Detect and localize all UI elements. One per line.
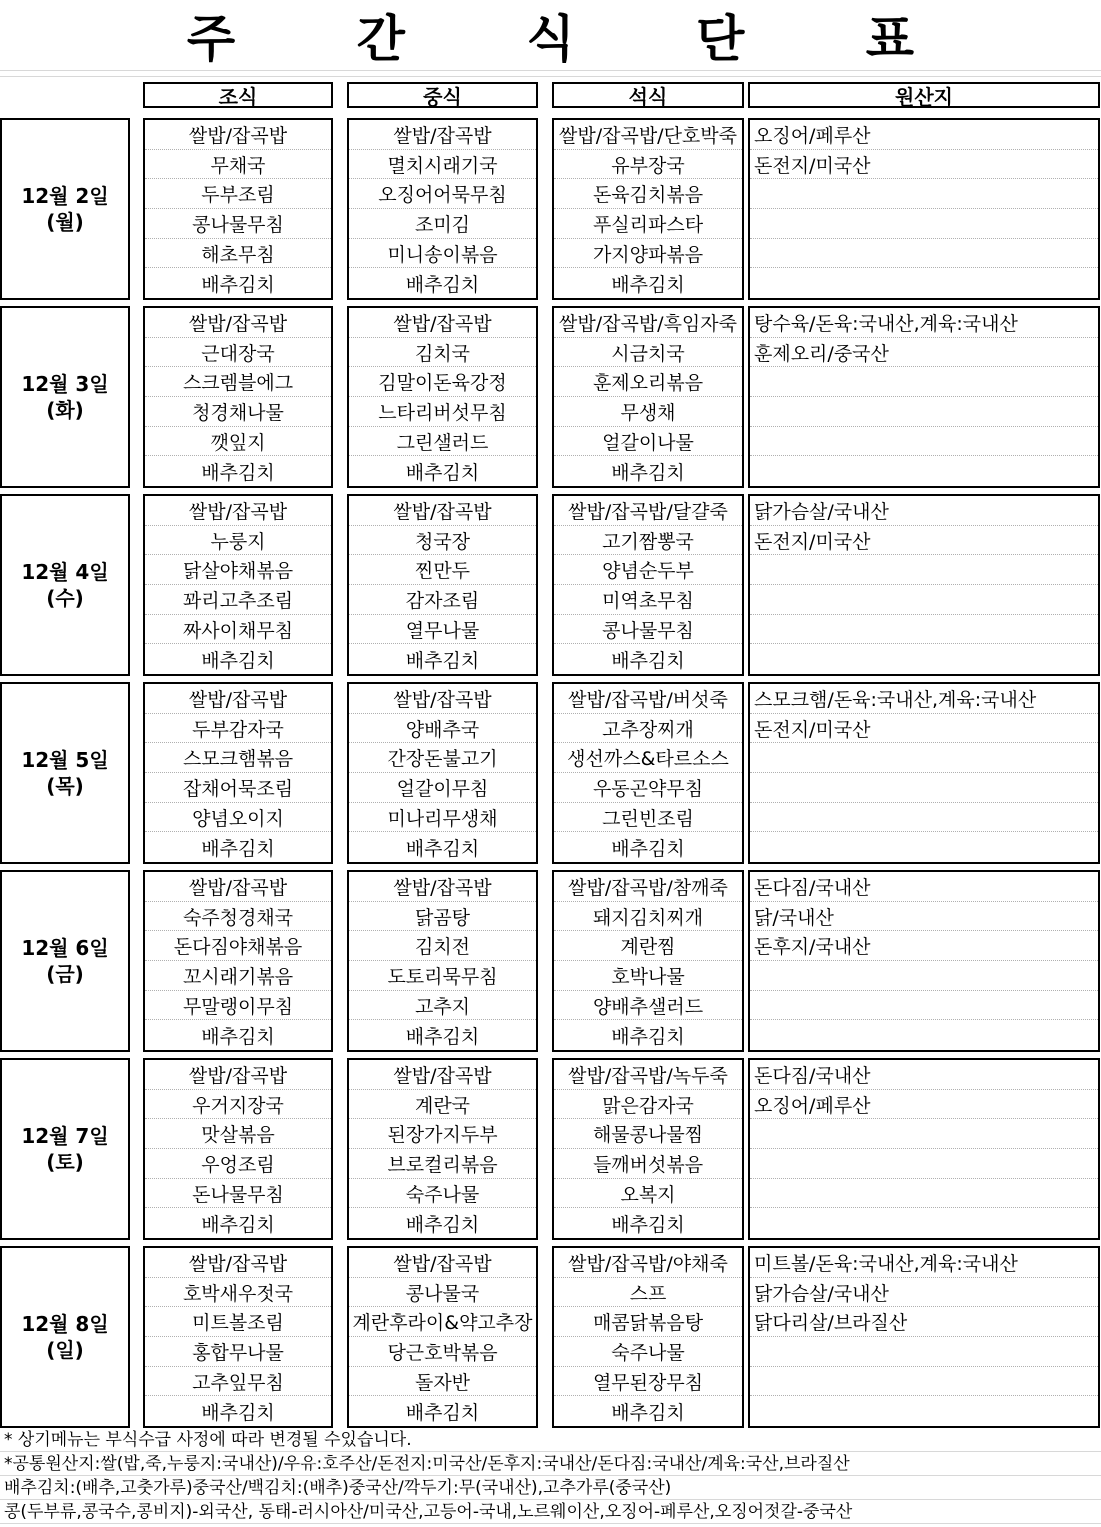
menu-item: 배추김치 [611, 1213, 685, 1236]
menu-item: 배추김치 [201, 1401, 275, 1424]
origin-item [750, 585, 1098, 615]
menu-item: 브로컬리볶음 [349, 1149, 536, 1179]
menu-item: 당근호박볶음 [349, 1337, 536, 1367]
menu-item: 그린빈조림 [554, 803, 742, 833]
menu-item: 해물콩나물찜 [554, 1119, 742, 1149]
menu-item: 쌀밥/잡곡밥 [145, 496, 331, 526]
origin-item [750, 991, 1098, 1021]
menu-item: 양배추국 [349, 714, 536, 744]
menu-item: 유부장국 [554, 150, 742, 180]
breakfast-column [143, 1246, 333, 1428]
menu-item: 느타리버섯무침 [349, 397, 536, 427]
menu-item: 배추김치 [201, 461, 275, 484]
menu-item: 호박새우젓국 [145, 1278, 331, 1308]
menu-item: 잡채어묵조림 [145, 773, 331, 803]
origin-item [750, 209, 1098, 239]
origin-item: 돈다짐/국내산 [750, 1060, 1098, 1090]
breakfast-column [143, 682, 333, 864]
menu-item: 된장가지두부 [349, 1119, 536, 1149]
menu-item: 배추김치 [611, 1401, 685, 1424]
origin-column [748, 118, 1100, 300]
origin-item [750, 1020, 1098, 1050]
menu-item: 쌀밥/잡곡밥 [349, 872, 536, 902]
menu-item: 꽈리고추조림 [145, 585, 331, 615]
menu-item: 무채국 [145, 150, 331, 180]
menu-item: 돼지김치찌개 [554, 902, 742, 932]
origin-item [750, 961, 1098, 991]
note-line: 콩(두부류,콩국수,콩비지)-외국산, 동태-러시아산/미국산,고등어-국내,노르웨이산,오징어-페루산,오징어젓갈-중국산 [0, 1500, 1101, 1524]
menu-item: 찐만두 [349, 555, 536, 585]
menu-item: 배추김치 [611, 1025, 685, 1048]
lunch-column [347, 306, 538, 488]
date-cell [0, 1058, 130, 1240]
origin-column [748, 1058, 1100, 1240]
menu-item: 쌀밥/잡곡밥/녹두죽 [554, 1060, 742, 1090]
origin-item: 돈전지/미국산 [750, 150, 1098, 180]
menu-item: 쌀밥/잡곡밥/단호박죽 [554, 120, 742, 150]
menu-item: 고추장찌개 [554, 714, 742, 744]
weekday-label: (수) [46, 586, 84, 610]
origin-item [750, 1337, 1098, 1367]
menu-item: 청국장 [349, 526, 536, 556]
lunch-column [347, 1058, 538, 1240]
date-label: 12월 6일 [21, 936, 109, 960]
menu-item: 조미김 [349, 209, 536, 239]
menu-item: 쌀밥/잡곡밥 [145, 1060, 331, 1090]
menu-item: 도토리묵무침 [349, 961, 536, 991]
menu-item: 쌀밥/잡곡밥 [145, 684, 331, 714]
lunch-column [347, 1246, 538, 1428]
menu-item: 감자조림 [349, 585, 536, 615]
menu-item: 양념순두부 [554, 555, 742, 585]
menu-item: 스프 [554, 1278, 742, 1308]
menu-item: 배추김치 [405, 1401, 480, 1424]
origin-item [750, 644, 1098, 674]
note-line: * 상기메뉴는 부식수급 사정에 따라 변경될 수있습니다. [0, 1428, 1101, 1452]
lunch-column [347, 870, 538, 1052]
origin-item: 닭다리살/브라질산 [750, 1307, 1098, 1337]
menu-item: 그린샐러드 [349, 427, 536, 457]
menu-item: 콩나물국 [349, 1278, 536, 1308]
origin-item [750, 1208, 1098, 1238]
menu-item: 해초무침 [145, 239, 331, 269]
menu-item: 쌀밥/잡곡밥 [349, 120, 536, 150]
menu-item: 청경채나물 [145, 397, 331, 427]
menu-item: 무말랭이무침 [145, 991, 331, 1021]
origin-column [748, 870, 1100, 1052]
menu-item: 미역초무침 [554, 585, 742, 615]
menu-item: 배추김치 [405, 461, 480, 484]
menu-item: 콩나물무침 [554, 615, 742, 645]
origin-item [750, 615, 1098, 645]
origin-item: 돈전지/미국산 [750, 526, 1098, 556]
lunch-column [347, 682, 538, 864]
lunch-column [347, 118, 538, 300]
menu-item: 스크렘블에그 [145, 367, 331, 397]
note-line: *공통원산지:쌀(밥,죽,누룽지:국내산)/우유:호주산/돈전지:미국산/돈후지:국내산/돈다짐:국내산/계육:국산,브라질산 [0, 1452, 1101, 1476]
day-block [0, 1246, 1101, 1428]
menu-item: 쌀밥/잡곡밥/버섯죽 [554, 684, 742, 714]
menu-item: 푸실리파스타 [554, 209, 742, 239]
menu-item: 배추김치 [405, 273, 480, 296]
menu-item: 닭곰탕 [349, 902, 536, 932]
menu-item: 멸치시래기국 [349, 150, 536, 180]
menu-item: 홍합무나물 [145, 1337, 331, 1367]
origin-item: 닭가슴살/국내산 [750, 1278, 1098, 1308]
origin-item: 탕수육/돈육:국내산,계육:국내산 [750, 308, 1098, 338]
menu-item: 두부감자국 [145, 714, 331, 744]
menu-item: 배추김치 [201, 837, 275, 860]
menu-item: 들깨버섯볶음 [554, 1149, 742, 1179]
menu-item: 얼갈이나물 [554, 427, 742, 457]
menu-item: 우엉조림 [145, 1149, 331, 1179]
origin-item [750, 803, 1098, 833]
menu-item: 쌀밥/잡곡밥 [145, 308, 331, 338]
weekday-label: (월) [46, 210, 84, 234]
dinner-column [552, 1058, 744, 1240]
date-label: 12월 8일 [21, 1312, 109, 1336]
menu-item: 쌀밥/잡곡밥/달걀죽 [554, 496, 742, 526]
origin-item [750, 427, 1098, 457]
menu-item: 얼갈이무침 [349, 773, 536, 803]
menu-item: 오복지 [554, 1179, 742, 1209]
menu-item: 숙주나물 [554, 1337, 742, 1367]
menu-item: 쌀밥/잡곡밥 [349, 308, 536, 338]
menu-item: 양배추샐러드 [554, 991, 742, 1021]
weekday-label: (목) [46, 774, 84, 798]
weekday-label: (토) [46, 1150, 84, 1174]
page-title: 주 간 식 단 표 [186, 10, 967, 68]
menu-item: 미트볼조림 [145, 1307, 331, 1337]
header-lunch: 중식 [347, 82, 538, 108]
dinner-column [552, 870, 744, 1052]
menu-item: 맛살볶음 [145, 1119, 331, 1149]
date-label: 12월 4일 [21, 560, 109, 584]
menu-item: 가지양파볶음 [554, 239, 742, 269]
grid-line [0, 76, 1101, 77]
menu-item: 계란후라이&약고추장 [349, 1307, 536, 1337]
menu-item: 김치전 [349, 931, 536, 961]
menu-item: 배추김치 [201, 649, 275, 672]
breakfast-column [143, 870, 333, 1052]
menu-item: 우거지장국 [145, 1090, 331, 1120]
date-label: 12월 5일 [21, 748, 109, 772]
header-breakfast: 조식 [143, 82, 333, 108]
date-label: 12월 3일 [21, 372, 109, 396]
breakfast-column [143, 494, 333, 676]
origin-column [748, 1246, 1100, 1428]
origin-item [750, 1119, 1098, 1149]
origin-item [750, 1149, 1098, 1179]
menu-item: 열무된장무침 [554, 1367, 742, 1397]
origin-item [750, 1179, 1098, 1209]
menu-item: 배추김치 [405, 649, 480, 672]
menu-item: 스모크햄볶음 [145, 743, 331, 773]
dinner-column [552, 118, 744, 300]
menu-item: 숙주청경채국 [145, 902, 331, 932]
day-block [0, 306, 1101, 488]
origin-item: 오징어/페루산 [750, 1090, 1098, 1120]
lunch-column [347, 494, 538, 676]
menu-item: 고추잎무침 [145, 1367, 331, 1397]
origin-item [750, 1396, 1098, 1426]
menu-item: 무생채 [554, 397, 742, 427]
breakfast-column [143, 306, 333, 488]
menu-item: 계란국 [349, 1090, 536, 1120]
dinner-column [552, 682, 744, 864]
menu-item: 꼬시래기볶음 [145, 961, 331, 991]
header-origin: 원산지 [748, 82, 1100, 108]
menu-item: 쌀밥/잡곡밥 [145, 120, 331, 150]
origin-item: 닭/국내산 [750, 902, 1098, 932]
menu-item: 김말이돈육강정 [349, 367, 536, 397]
menu-item: 훈제오리볶음 [554, 367, 742, 397]
weekday-label: (화) [46, 398, 84, 422]
menu-item: 생선까스&타르소스 [554, 743, 742, 773]
menu-item: 호박나물 [554, 961, 742, 991]
menu-item: 미니송이볶음 [349, 239, 536, 269]
origin-item [750, 367, 1098, 397]
date-cell [0, 682, 130, 864]
origin-column [748, 306, 1100, 488]
day-block [0, 870, 1101, 1052]
menu-item: 배추김치 [201, 273, 275, 296]
menu-item: 배추김치 [405, 837, 480, 860]
date-label: 12월 2일 [21, 184, 109, 208]
weekday-label: (일) [46, 1338, 84, 1362]
menu-item: 미나리무생채 [349, 803, 536, 833]
breakfast-column [143, 1058, 333, 1240]
origin-item [750, 239, 1098, 269]
menu-item: 쌀밥/잡곡밥 [349, 684, 536, 714]
menu-item: 배추김치 [201, 1025, 275, 1048]
day-block [0, 118, 1101, 300]
origin-item [750, 773, 1098, 803]
origin-column [748, 682, 1100, 864]
origin-item: 돈후지/국내산 [750, 931, 1098, 961]
menu-item: 쌀밥/잡곡밥/흑임자죽 [554, 308, 742, 338]
menu-item: 시금치국 [554, 338, 742, 368]
menu-item: 누룽지 [145, 526, 331, 556]
day-block [0, 1058, 1101, 1240]
date-cell [0, 870, 130, 1052]
weekday-label: (금) [46, 962, 84, 986]
menu-item: 쌀밥/잡곡밥/야채죽 [554, 1248, 742, 1278]
menu-item: 돈나물무침 [145, 1179, 331, 1209]
origin-item: 오징어/페루산 [750, 120, 1098, 150]
menu-item: 쌀밥/잡곡밥 [349, 1060, 536, 1090]
origin-item: 돈전지/미국산 [750, 714, 1098, 744]
menu-item: 배추김치 [405, 1025, 480, 1048]
menu-item: 오징어어묵무침 [349, 179, 536, 209]
menu-item: 배추김치 [201, 1213, 275, 1236]
menu-item: 돈육김치볶음 [554, 179, 742, 209]
menu-item: 두부조림 [145, 179, 331, 209]
menu-item: 쌀밥/잡곡밥 [145, 872, 331, 902]
menu-item: 닭살야채볶음 [145, 555, 331, 585]
dinner-column [552, 494, 744, 676]
menu-item: 고기짬뽕국 [554, 526, 742, 556]
header-dinner: 석식 [552, 82, 744, 108]
origin-item [750, 1367, 1098, 1397]
menu-item: 쌀밥/잡곡밥 [145, 1248, 331, 1278]
breakfast-column [143, 118, 333, 300]
menu-item: 쌀밥/잡곡밥 [349, 1248, 536, 1278]
menu-item: 숙주나물 [349, 1179, 536, 1209]
origin-item: 닭가슴살/국내산 [750, 496, 1098, 526]
menu-item: 돌자반 [349, 1367, 536, 1397]
origin-column [748, 494, 1100, 676]
menu-item: 고추지 [349, 991, 536, 1021]
menu-item: 쌀밥/잡곡밥/참깨죽 [554, 872, 742, 902]
menu-item: 깻잎지 [145, 427, 331, 457]
menu-item: 돈다짐야채볶음 [145, 931, 331, 961]
menu-item: 김치국 [349, 338, 536, 368]
menu-item: 배추김치 [611, 837, 685, 860]
date-cell [0, 118, 130, 300]
menu-item: 우동곤약무침 [554, 773, 742, 803]
menu-item: 배추김치 [611, 273, 685, 296]
menu-item: 계란찜 [554, 931, 742, 961]
origin-item [750, 832, 1098, 862]
menu-item: 콩나물무침 [145, 209, 331, 239]
menu-item: 배추김치 [611, 649, 685, 672]
menu-item: 맑은감자국 [554, 1090, 742, 1120]
origin-item [750, 456, 1098, 486]
note-line: 배추김치:(배추,고춧가루)중국산/백김치:(배추)중국산/깍두기:무(국내산),고추가루(중국산) [0, 1476, 1101, 1500]
dinner-column [552, 306, 744, 488]
menu-item: 쌀밥/잡곡밥 [349, 496, 536, 526]
origin-item [750, 555, 1098, 585]
dinner-column [552, 1246, 744, 1428]
menu-item: 간장돈불고기 [349, 743, 536, 773]
origin-item: 미트볼/돈육:국내산,계육:국내산 [750, 1248, 1098, 1278]
menu-item: 배추김치 [611, 461, 685, 484]
origin-item [750, 397, 1098, 427]
menu-item: 양념오이지 [145, 803, 331, 833]
footnotes [0, 1428, 1101, 1524]
date-cell [0, 1246, 130, 1428]
date-label: 12월 7일 [21, 1124, 109, 1148]
menu-item: 열무나물 [349, 615, 536, 645]
origin-item [750, 743, 1098, 773]
origin-item [750, 179, 1098, 209]
menu-item: 근대장국 [145, 338, 331, 368]
origin-item: 돈다짐/국내산 [750, 872, 1098, 902]
day-block [0, 494, 1101, 676]
origin-item: 훈제오리/중국산 [750, 338, 1098, 368]
origin-item [750, 268, 1098, 298]
menu-item: 배추김치 [405, 1213, 480, 1236]
day-block [0, 682, 1101, 864]
menu-item: 짜사이채무침 [145, 615, 331, 645]
date-cell [0, 306, 130, 488]
date-cell [0, 494, 130, 676]
origin-item: 스모크햄/돈육:국내산,계육:국내산 [750, 684, 1098, 714]
menu-item: 매콤닭볶음탕 [554, 1307, 742, 1337]
